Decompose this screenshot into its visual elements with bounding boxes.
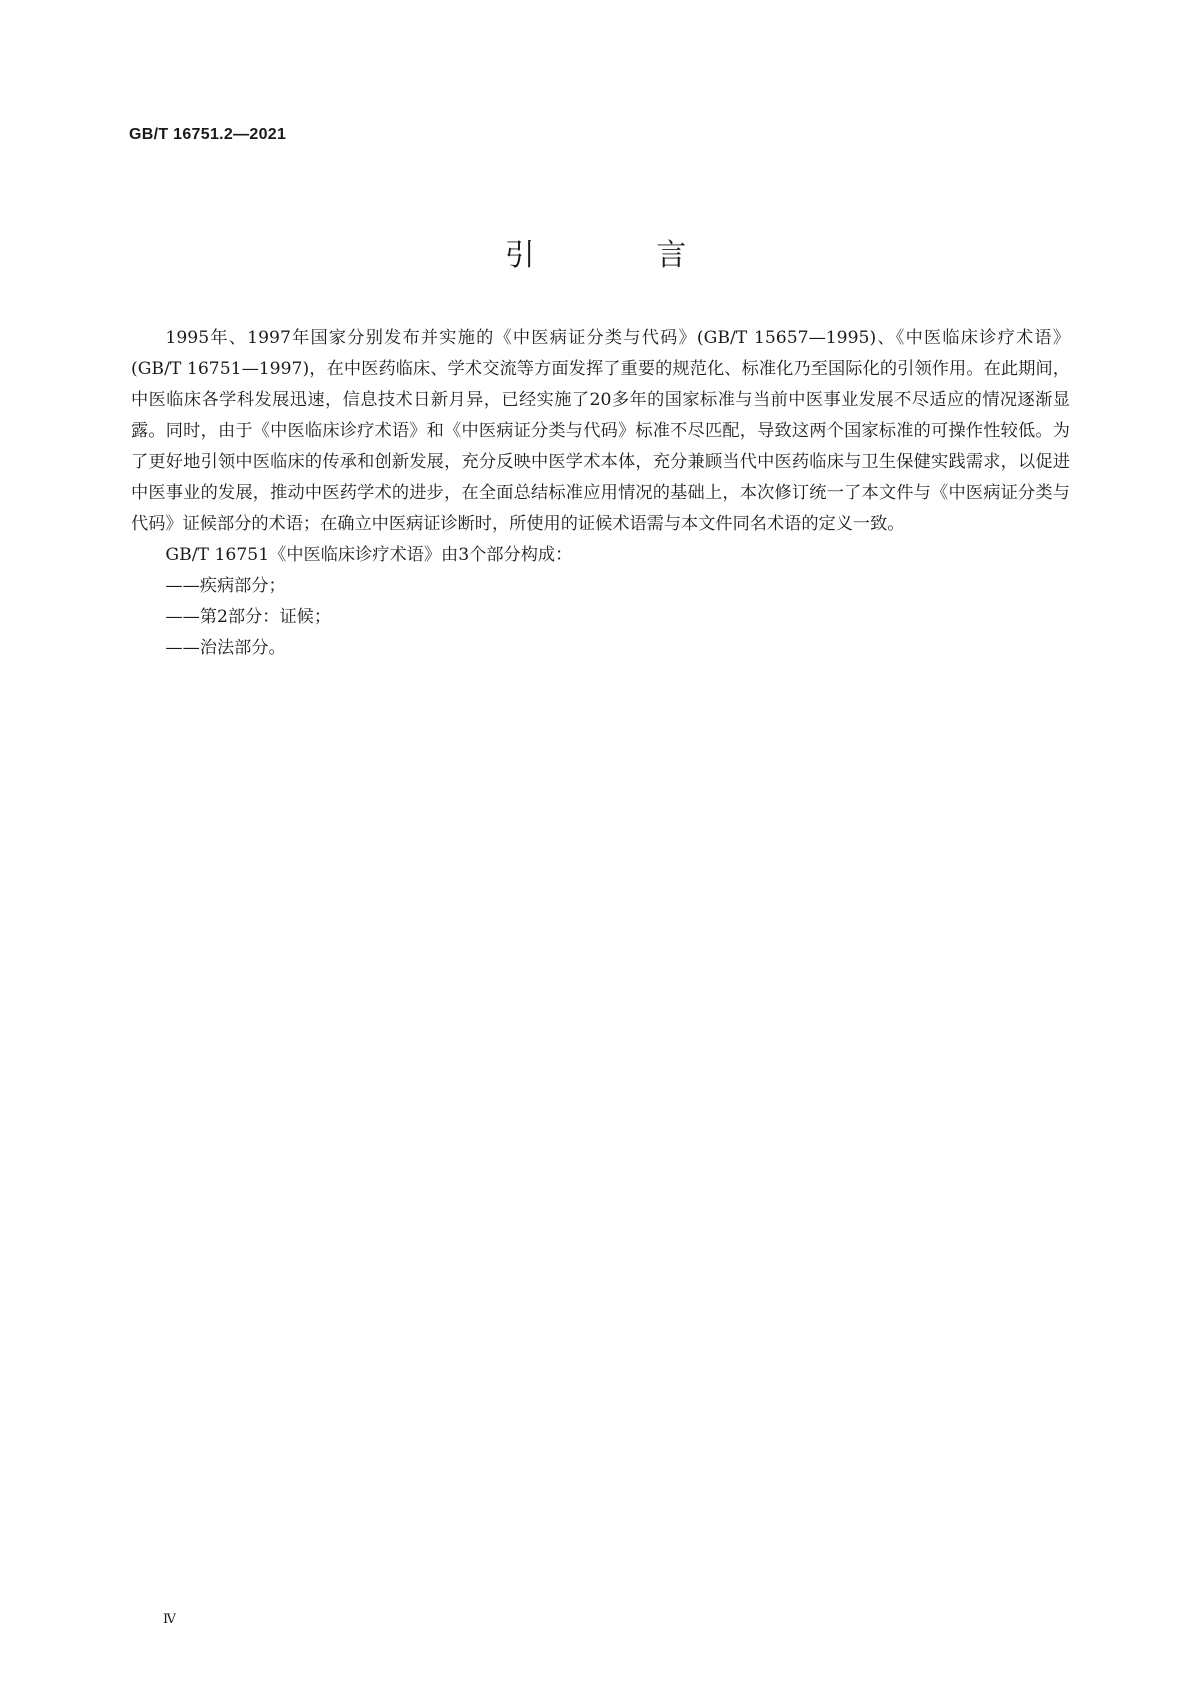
list-item-disease-part: ——疾病部分； xyxy=(165,576,286,596)
page-title: 引 言 xyxy=(504,238,743,273)
intro-paragraph: 1995年、1997年国家分别发布并实施的《中医病证分类与代码》(GB/T 15657—1995)、《中医临床诊疗术语》(GB/T 16751—1997)，在中医药临床、学术交流等方面发挥了重要的规范化、标准化乃至国际化的引领作用。在此期间，中医临床各学科发展迅速，信息技术日新月异，已经实施了20多年的国家标准与当前中医事业发展不尽适应的情况逐渐显露。同时，由于《中医临床诊疗术语》和《中医病证分类与代码》标准不尽匹配，导致这两个国家标准的可操作性较低。为了更好地引领中医临床的传承和创新发展，充分反映中医学术本体，充分兼顾当代中医药临床与卫生保健实践需求，以促进中医事业的发展，推动中医药学术的进步，在全面总结标准应用情况的基础上，本次修订统一了本文件与《中医病证分类与代码》证候部分的术语；在确立中医病证诊断时，所使用的证候术语需与本文件同名术语的定义一致。 xyxy=(131,328,1070,534)
list-item-syndrome-part: ——第2部分：证候； xyxy=(165,607,332,627)
list-item-treatment-part: ——治法部分。 xyxy=(165,638,286,658)
body-text xyxy=(131,323,1070,664)
standard-code-header: GB/T 16751.2—2021 xyxy=(129,126,287,143)
page-number: Ⅳ xyxy=(163,1612,176,1627)
parts-intro-paragraph: GB/T 16751《中医临床诊疗术语》由3个部分构成： xyxy=(165,545,573,565)
